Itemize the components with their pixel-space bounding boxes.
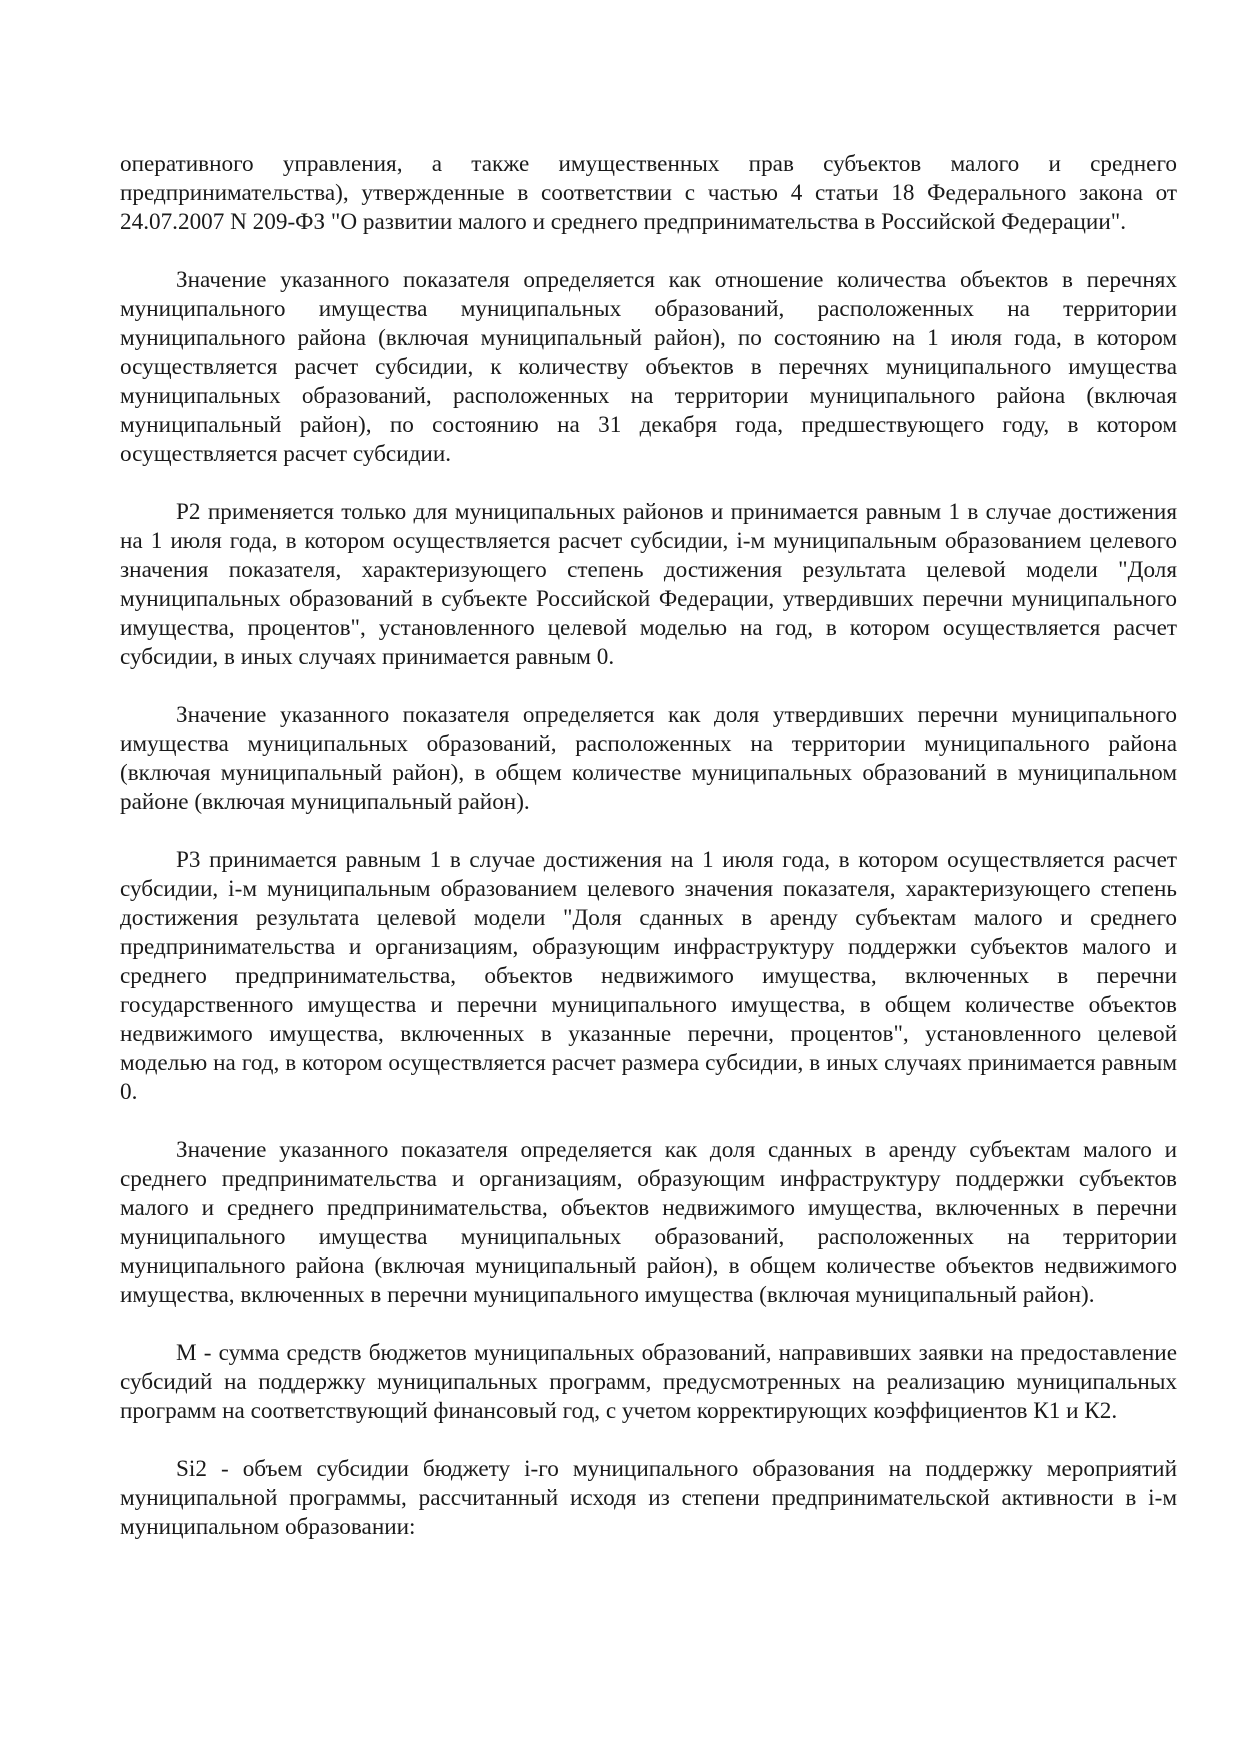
paragraph-p3-value: Значение указанного показателя определяется как доля сданных в аренду субъектам малого и среднего предпринимательства и организациям, образующим инфраструктуру поддержки субъектов малого и среднего предпринимательства, объектов недвижимого имущества, включенных в перечни муниципального имущества муниципальных образований, расположенных на территории муниципального района (включая муниципальный район), в общем количестве объектов недвижимого имущества, включенных в перечни муниципального имущества (включая муниципальный район). [120, 1137, 1177, 1308]
paragraph-p2-value: Значение указанного показателя определяется как доля утвердивших перечни муниципального имущества муниципальных образований, расположенных на территории муниципального района (включая муниципальный район), в общем количестве муниципальных образований в муниципальном районе (включая муниципальный район). [120, 702, 1177, 815]
paragraph-p2: P2 применяется только для муниципальных районов и принимается равным 1 в случае достижения на 1 июля года, в котором осуществляется расчет субсидии, i-м муниципальным образованием целевого значения показателя, характеризующего степень достижения результата целевой модели "Доля муниципальных образований в субъекте Российской Федерации, утвердивших перечни муниципального имущества, процентов", установленного целевой моделью на год, в котором осуществляется расчет субсидии, в иных случаях принимается равным 0. [120, 499, 1177, 670]
paragraph-continuation: оперативного управления, а также имущественных прав субъектов малого и среднего предпринимательства), утвержденные в соответствии с частью 4 статьи 18 Федерального закона от 24.07.2007 N 209-ФЗ "О развитии малого и среднего предпринимательства в Российской Федерации". [120, 151, 1177, 235]
document-page [120, 150, 1177, 1542]
paragraph-si2: Si2 - объем субсидии бюджету i-го муниципального образования на поддержку мероприятий муниципальной программы, рассчитанный исходя из степени предпринимательской активности в i-м муниципальном образовании: [120, 1456, 1177, 1540]
paragraph-indicator-value: Значение указанного показателя определяется как отношение количества объектов в перечнях муниципального имущества муниципальных образований, расположенных на территории муниципального района (включая муниципальный район), по состоянию на 1 июля года, в котором осуществляется расчет субсидии, к количеству объектов в перечнях муниципального имущества муниципальных образований, расположенных на территории муниципального района (включая муниципальный район), по состоянию на 31 декабря года, предшествующего году, в котором осуществляется расчет субсидии. [120, 267, 1177, 467]
paragraph-m: M - сумма средств бюджетов муниципальных образований, направивших заявки на предоставление субсидий на поддержку муниципальных программ, предусмотренных на реализацию муниципальных программ на соответствующий финансовый год, с учетом корректирующих коэффициентов К1 и К2. [120, 1340, 1177, 1424]
paragraph-p3: P3 принимается равным 1 в случае достижения на 1 июля года, в котором осуществляется расчет субсидии, i-м муниципальным образованием целевого значения показателя, характеризующего степень достижения результата целевой модели "Доля сданных в аренду субъектам малого и среднего предпринимательства и организациям, образующим инфраструктуру поддержки субъектов малого и среднего предпринимательства, объектов недвижимого имущества, включенных в перечни государственного имущества и перечни муниципального имущества, в общем количестве объектов недвижимого имущества, включенных в указанные перечни, процентов", установленного целевой моделью на год, в котором осуществляется расчет размера субсидии, в иных случаях принимается равным 0. [120, 847, 1177, 1105]
